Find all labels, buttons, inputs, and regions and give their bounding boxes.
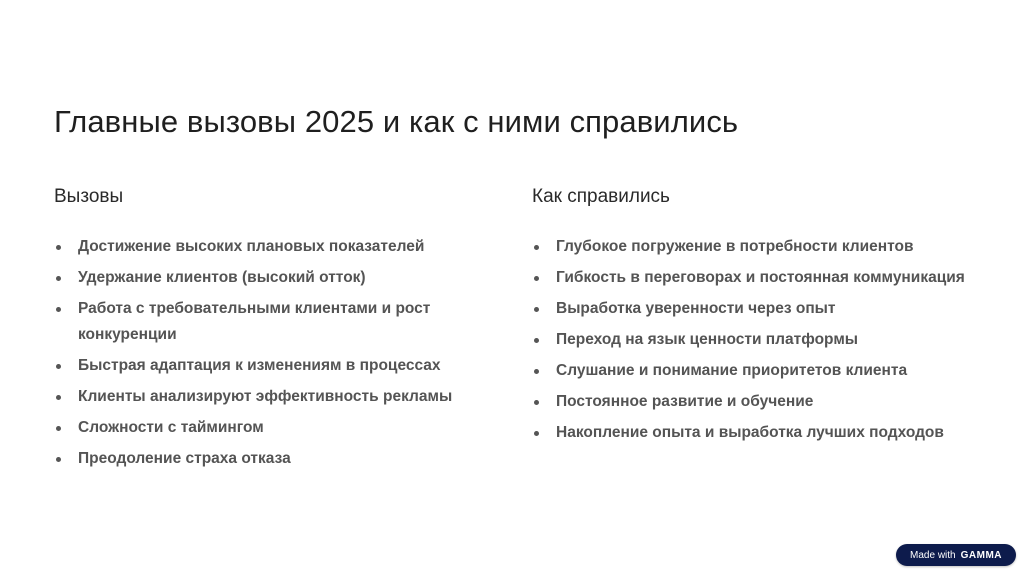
list-item-text: Работа с требовательными клиентами и рост конкуренции [78,300,431,343]
gamma-logo: GAMMA [960,549,1002,561]
bullet-dot-icon [534,338,539,343]
bullet-dot-icon [56,307,61,312]
bullet-dot-icon [56,245,61,250]
bullet-dot-icon [534,400,539,405]
list-item-text: Постоянное развитие и обучение [556,393,814,410]
list-item [54,265,474,291]
list-item-text: Сложности с таймингом [78,419,264,436]
bullet-dot-icon [534,369,539,374]
bullet-dot-icon [534,245,539,250]
list-item [54,384,474,410]
list-item [54,296,474,348]
slide-title: Главные вызовы 2025 и как с ними справились [54,104,739,139]
solutions-heading: Как справились [532,186,670,207]
bullet-dot-icon [56,395,61,400]
bullet-dot-icon [56,426,61,431]
list-item [54,446,474,472]
bullet-dot-icon [534,307,539,312]
list-item [54,353,474,379]
list-item [532,234,992,260]
list-item [532,389,992,415]
made-with-gamma-badge[interactable] [896,544,1016,566]
list-item-text: Преодоление страха отказа [78,450,291,467]
solutions-column [532,184,992,451]
bullet-dot-icon [56,276,61,281]
list-item [532,327,992,353]
list-item-text: Гибкость в переговорах и постоянная коммуникация [556,269,965,286]
challenges-list [54,234,474,472]
list-item-text: Слушание и понимание приоритетов клиента [556,362,908,379]
bullet-dot-icon [56,457,61,462]
challenges-column [54,184,474,477]
list-item [532,265,992,291]
bullet-dot-icon [534,276,539,281]
list-item [532,358,992,384]
solutions-list [532,234,992,446]
list-item-text: Выработка уверенности через опыт [556,300,836,317]
list-item-text: Клиенты анализируют эффективность рекламы [78,388,453,405]
list-item [532,420,992,446]
list-item [54,415,474,441]
list-item-text: Глубокое погружение в потребности клиентов [556,238,914,255]
badge-prefix: Made with [910,549,956,561]
bullet-dot-icon [56,364,61,369]
challenges-heading: Вызовы [54,186,124,207]
list-item-text: Накопление опыта и выработка лучших подходов [556,424,944,441]
list-item [54,234,474,260]
list-item [532,296,992,322]
list-item-text: Достижение высоких плановых показателей [78,238,425,255]
list-item-text: Быстрая адаптация к изменениям в процессах [78,357,441,374]
list-item-text: Переход на язык ценности платформы [556,331,859,348]
bullet-dot-icon [534,431,539,436]
list-item-text: Удержание клиентов (высокий отток) [78,269,366,286]
